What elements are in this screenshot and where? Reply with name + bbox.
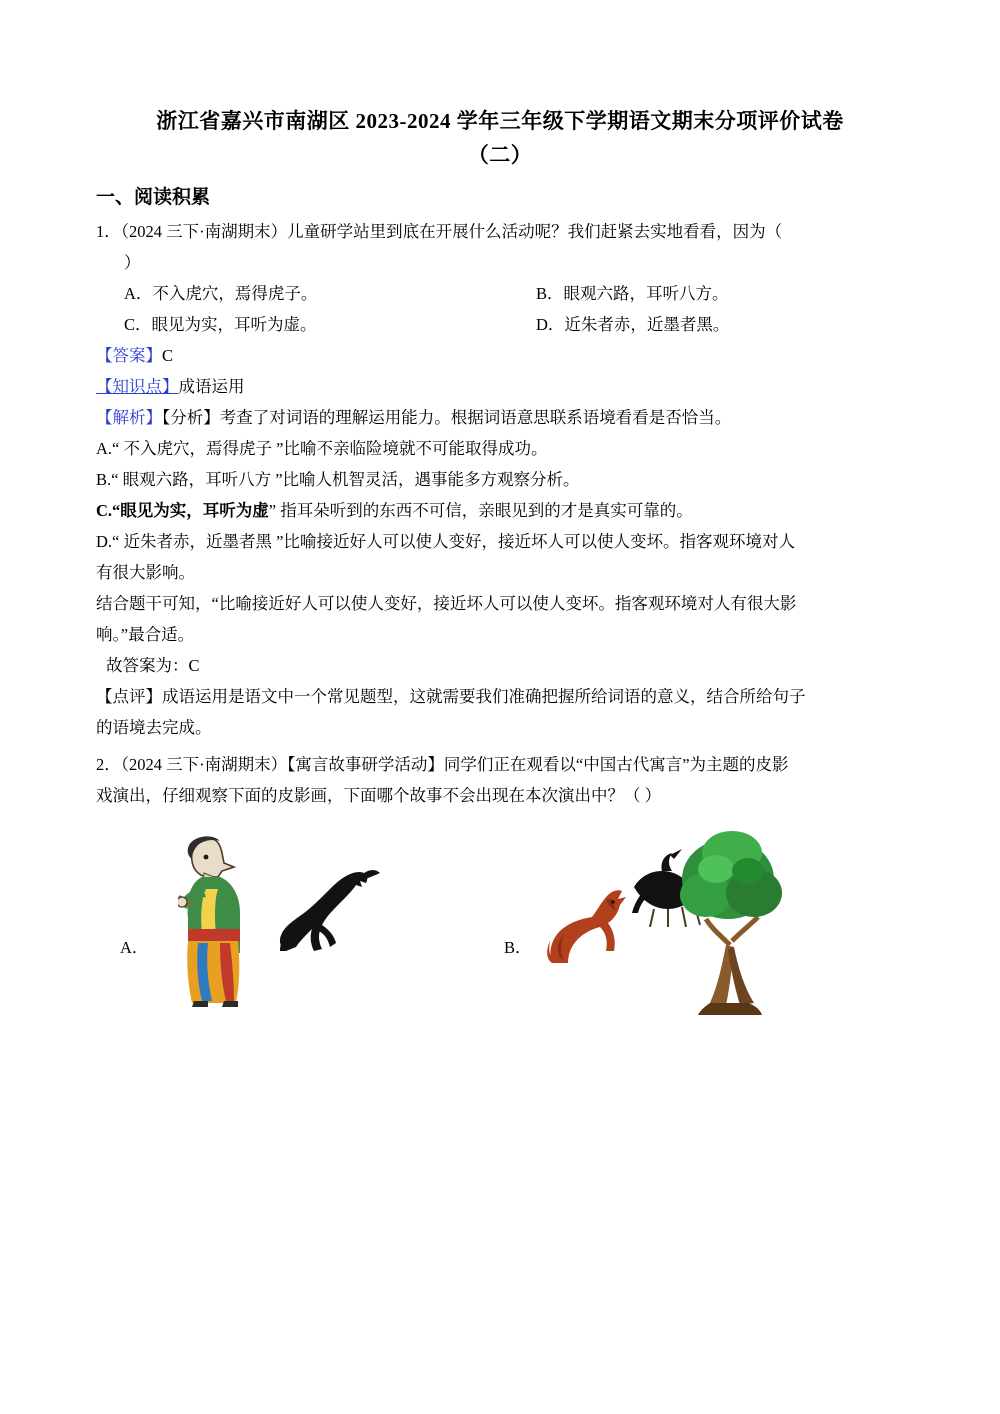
question-1-stem: 1．（2024 三下·南湖期末）儿童研学站里到底在开展什么活动呢？我们赶紧去实地看看，因为（ [96,222,783,241]
explanation-c-prefix: C.“ [96,501,121,520]
page-title [96,104,904,172]
final-answer: 故答案为：C [106,656,200,675]
question-2 [96,749,904,1025]
explanation-c-idiom: 眼见为实，耳听为虚 [120,501,269,520]
analysis-tag: 【解析】 [96,408,162,427]
analysis-sub-tag: 【分析】 [162,408,220,427]
question-2-stem-line1: 2．（2024 三下·南湖期末）【寓言故事研学活动】同学们正在观看以“中国古代寓言”为主题的皮影 [96,755,789,774]
question-2-option-a[interactable] [120,825,384,1015]
explanation-d-line1: D.“ 近朱者赤，近墨者黑 ”比喻接近好人可以使人变好，接近坏人可以使人变坏。指客观环境对人 [96,532,795,551]
section-heading-reading: 一、阅读积累 [96,187,211,208]
analysis-intro: 考查了对词语的理解运用能力。根据词语意思联系语境看看是否恰当。 [219,408,732,427]
question-1-options-row-1 [96,278,904,309]
knowledge-value: 成语运用 [178,377,245,396]
question-1-options-row-2 [96,309,904,340]
knowledge-tag: 【知识点】 [96,377,179,396]
question-1-option-b[interactable]: B．眼观六路，耳听八方。 [536,284,729,303]
question-1-option-a[interactable]: A．不入虎穴，焉得虎子。 [124,284,318,303]
question-2-option-b-label: B． [504,938,532,957]
question-2-image-options [96,825,904,1025]
question-1-answer [96,340,904,371]
question-1 [96,216,904,743]
question-2-option-a-label: A． [120,938,149,957]
answer-value: C [162,346,174,365]
explanation-a: A.“ 不入虎穴，焉得虎子 ”比喻不亲临险境就不可能取得成功。 [96,439,548,458]
comment [96,681,904,712]
tree-figure [676,825,788,1015]
question-2-stem-line2: 戏演出，仔细观察下面的皮影画，下面哪个故事不会出现在本次演出中？（ ） [96,786,662,805]
question-1-option-c[interactable]: C．眼见为实，耳听为虚。 [124,315,317,334]
comment-line1: 成语运用是语文中一个常见题型，这就需要我们准确把握所给词语的意义，结合所给句子 [162,687,806,706]
shadow-puppet-scene-a [154,825,384,1015]
explanation-b: B.“ 眼观六路，耳听八方 ”比喻人机智灵活，遇事能多方观察分析。 [96,470,580,489]
black-dog-figure [270,855,382,967]
explanation-c-suffix: ” 指耳朵听到的东西不可信，亲眼见到的才是真实可靠的。 [268,501,693,520]
explanation-d-line2: 有很大影响。 [96,563,195,582]
page-title-line2: （二） [467,143,533,167]
question-2-option-b[interactable] [504,825,788,1015]
comment-tag: 【点评】 [96,687,162,706]
answer-tag: 【答案】 [96,346,162,365]
puppet-man-figure [178,833,264,1009]
explanation-c [96,495,904,526]
question-1-stem-cont: ） [124,253,141,272]
question-1-knowledge [96,371,904,402]
question-1-option-d[interactable]: D．近朱者赤，近墨者黑。 [536,315,730,334]
page-title-line1: 浙江省嘉兴市南湖区 2023-2024 学年三年级下学期语文期末分项评价试卷 [156,109,844,133]
question-1-analysis [96,402,904,433]
conclusion-line2: 响。”最合适。 [96,625,195,644]
shadow-puppet-scene-b [538,825,788,1015]
comment-line2: 的语境去完成。 [96,718,212,737]
conclusion-line1: 结合题干可知，“比喻接近好人可以使人变好，接近坏人可以使人变坏。指客观环境对人有很大影 [96,594,797,613]
